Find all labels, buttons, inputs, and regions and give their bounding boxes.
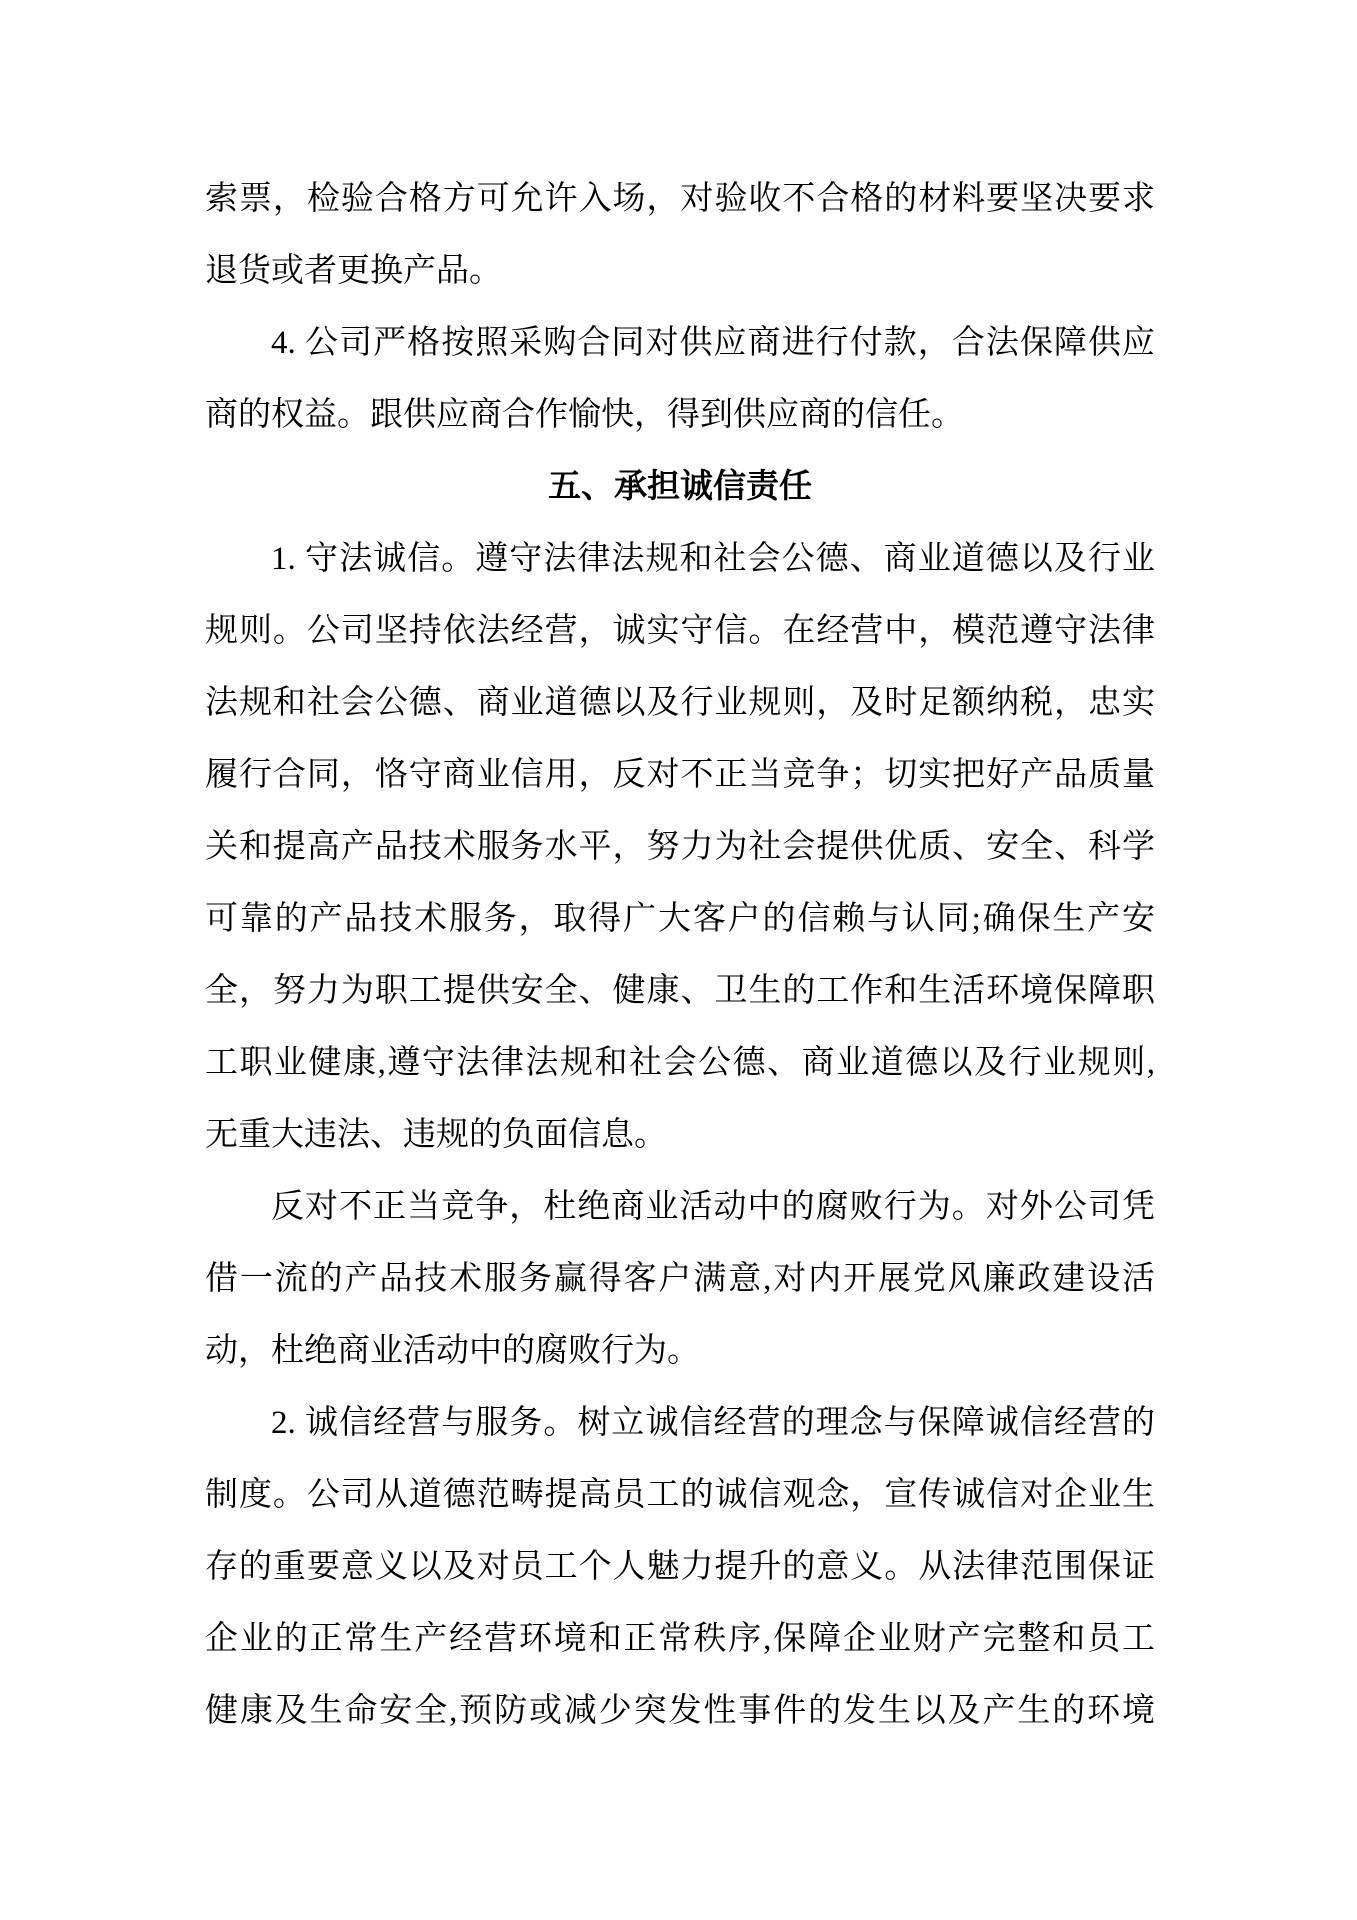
text-line: 制度。公司从道德范畴提高员工的诚信观念，宣传诚信对企业生	[205, 1477, 1155, 1513]
text-line: 1. 守法诚信。遵守法律法规和社会公德、商业道德以及行业	[271, 541, 1155, 577]
text-line: 全，努力为职工提供安全、健康、卫生的工作和生活环境保障职	[205, 973, 1155, 1009]
text-line: 退货或者更换产品。	[205, 253, 502, 289]
text-line: 4. 公司严格按照采购合同对供应商进行付款，合法保障供应	[271, 325, 1155, 361]
text-line: 可靠的产品技术服务，取得广大客户的信赖与认同;确保生产安	[205, 901, 1155, 937]
text-line: 健康及生命安全,预防或减少突发性事件的发生以及产生的环境	[205, 1693, 1155, 1729]
text-line: 商的权益。跟供应商合作愉快，得到供应商的信任。	[205, 397, 964, 433]
text-line: 存的重要意义以及对员工个人魅力提升的意义。从法律范围保证	[205, 1549, 1155, 1585]
text-line: 履行合同，恪守商业信用，反对不正当竞争；切实把好产品质量	[205, 757, 1155, 793]
text-line: 规则。公司坚持依法经营，诚实守信。在经营中，模范遵守法律	[205, 613, 1155, 649]
text-line: 动，杜绝商业活动中的腐败行为。	[205, 1333, 700, 1369]
section-heading: 五、承担诚信责任	[548, 469, 812, 505]
text-line: 无重大违法、违规的负面信息。	[205, 1117, 667, 1153]
text-line: 反对不正当竞争，杜绝商业活动中的腐败行为。对外公司凭	[271, 1189, 1155, 1225]
text-line: 关和提高产品技术服务水平，努力为社会提供优质、安全、科学	[205, 829, 1155, 865]
text-line: 企业的正常生产经营环境和正常秩序,保障企业财产完整和员工	[205, 1621, 1155, 1657]
text-line: 索票，检验合格方可允许入场，对验收不合格的材料要坚决要求	[205, 181, 1155, 217]
text-line: 法规和社会公德、商业道德以及行业规则，及时足额纳税，忠实	[205, 685, 1155, 721]
text-line: 借一流的产品技术服务赢得客户满意,对内开展党风廉政建设活	[205, 1261, 1155, 1297]
text-line: 工职业健康,遵守法律法规和社会公德、商业道德以及行业规则,	[205, 1045, 1155, 1081]
document-body	[205, 163, 1155, 1747]
text-line: 2. 诚信经营与服务。树立诚信经营的理念与保障诚信经营的	[271, 1405, 1155, 1441]
